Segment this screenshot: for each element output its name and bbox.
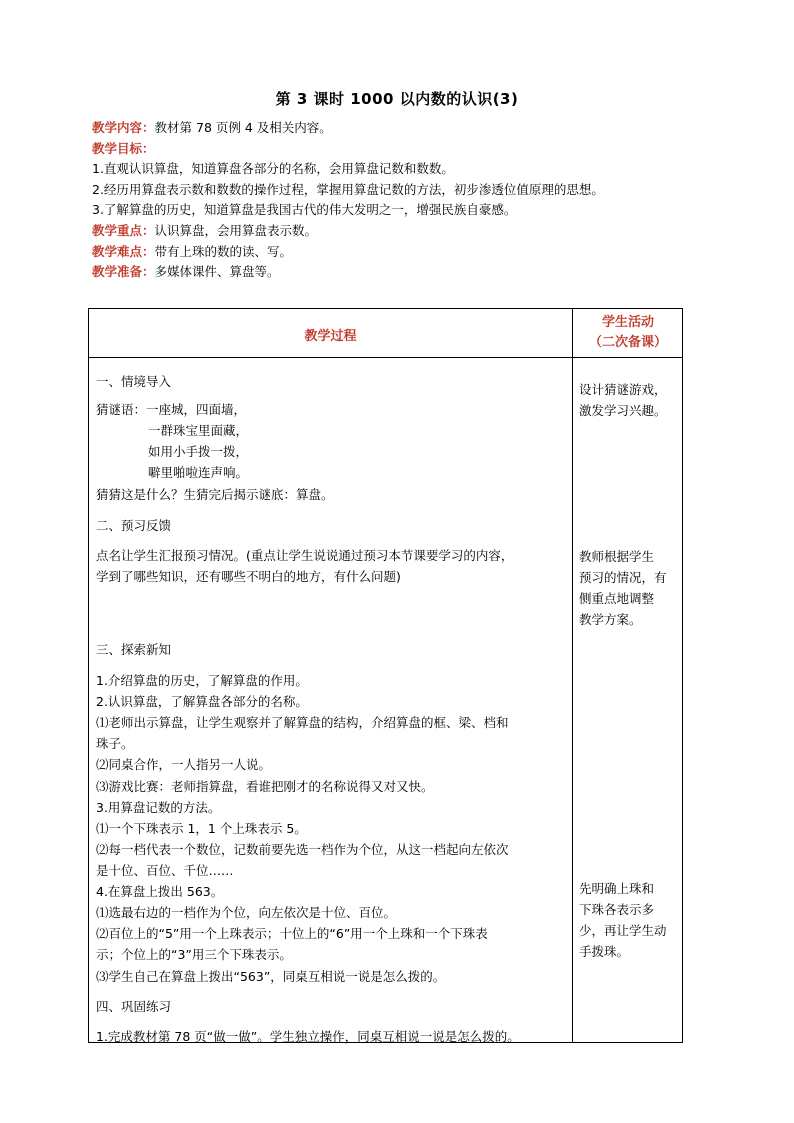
paragraph-line: 猜猜这是什么？生猜完后揭示谜底：算盘。 <box>96 487 334 502</box>
meta-prep-text: 多媒体课件、算盘等。 <box>154 264 280 280</box>
activity-line: 预习的情况，有 <box>579 570 667 585</box>
activity-line: 激发学习兴趣。 <box>579 403 667 418</box>
meta-goal-1: 1.直观认识算盘，知道算盘各部分的名称，会用算盘记数和数数。 <box>92 161 454 177</box>
paragraph-line: ⑵百位上的“5”用一个上珠表示；十位上的“6”用一个上珠和一个下珠表 <box>96 926 488 941</box>
meta-prep-label: 教学准备： <box>92 264 155 280</box>
activity-line: 教学方案。 <box>579 612 642 627</box>
meta-goal-3: 3.了解算盘的历史，知道算盘是我国古代的伟大发明之一，增强民族自豪感。 <box>92 202 517 218</box>
activity-note-1 <box>579 379 679 421</box>
meta-content-label: 教学内容： <box>92 120 155 135</box>
meta-key-text: 认识算盘，会用算盘表示数。 <box>154 222 318 238</box>
riddle-line: 噼里啪啦连声响。 <box>148 465 249 480</box>
paragraph-line: 1.完成教材第 78 页“做一做”。学生独立操作，同桌互相说一说是怎么拨的。 <box>96 1029 520 1044</box>
table-header-activity-line2: （二次备课） <box>588 335 667 350</box>
table-header-divider <box>89 357 682 358</box>
paragraph-line: 3.用算盘记数的方法。 <box>96 800 221 815</box>
paragraph-line: ⑶游戏比赛：老师指算盘，看谁把刚才的名称说得又对又快。 <box>96 779 434 794</box>
activity-note-2 <box>579 546 679 630</box>
activity-line: 侧重点地调整 <box>579 591 655 606</box>
paragraph-line: 学到了哪些知识，还有哪些不明白的地方，有什么问题) <box>96 569 401 584</box>
section-heading: 二、预习反馈 <box>96 518 172 533</box>
paragraph-line: 4.在算盘上拨出 563。 <box>96 884 224 899</box>
activity-line: 下珠各表示多 <box>579 902 655 917</box>
paragraph-line: ⑵每一档代表一个数位，记数前要先选一档作为个位，从这一档起向左依次 <box>96 842 509 857</box>
paragraph-line: ⑴老师出示算盘，让学生观察并了解算盘的结构，介绍算盘的框、梁、档和 <box>96 715 509 730</box>
activity-line: 先明确上珠和 <box>579 881 655 896</box>
paragraph-line: ⑵同桌合作，一人指另一人说。 <box>96 757 272 772</box>
meta-difficulty-label: 教学难点： <box>92 243 155 259</box>
paragraph-line: 珠子。 <box>96 736 134 751</box>
paragraph-line: 示；个位上的“3”用三个下珠表示。 <box>96 947 292 962</box>
meta-content <box>92 118 692 139</box>
activity-line: 设计猜谜游戏， <box>579 382 667 397</box>
meta-goals-label-row <box>92 139 692 160</box>
table-header-activity <box>573 313 683 353</box>
section-heading: 一、情境导入 <box>96 374 172 389</box>
lesson-meta <box>92 118 692 283</box>
meta-key-label: 教学重点： <box>92 222 155 238</box>
meta-key <box>92 221 692 242</box>
paragraph-line: 点名让学生汇报预习情况。(重点让学生说说通过预习本节课要学习的内容， <box>96 548 514 563</box>
meta-content-text: 教材第 78 页例 4 及相关内容。 <box>154 120 332 135</box>
activity-line: 教师根据学生 <box>579 549 655 564</box>
page-title: 第 3 课时 1000 以内数的认识(3) <box>275 90 519 108</box>
table-header-activity-line1: 学生活动 <box>601 315 654 330</box>
meta-difficulty <box>92 242 692 263</box>
meta-goal-2: 2.经历用算盘表示数和数数的操作过程，掌握用算盘记数的方法，初步渗透位值原理的思想。 <box>92 181 604 197</box>
paragraph-line: ⑶学生自己在算盘上拨出“563”，同桌互相说一说是怎么拨的。 <box>96 969 446 984</box>
paragraph-line: 2.认识算盘，了解算盘各部分的名称。 <box>96 694 308 709</box>
section-heading: 四、巩固练习 <box>96 999 172 1014</box>
activity-line: 少，再让学生动 <box>579 923 667 938</box>
meta-prep <box>92 262 692 283</box>
activity-line: 手拨珠。 <box>579 944 630 959</box>
riddle-line: 猜谜语：一座城，四面墙， <box>96 402 247 417</box>
lesson-table <box>88 308 683 1043</box>
activity-note-3 <box>579 878 679 962</box>
meta-goals-label: 教学目标： <box>92 140 155 156</box>
paragraph-line: 1.介绍算盘的历史，了解算盘的作用。 <box>96 673 308 688</box>
riddle-line: 一群珠宝里面藏， <box>148 423 249 438</box>
table-column-divider <box>572 309 573 1042</box>
table-header-process: 教学过程 <box>304 329 357 344</box>
section-heading: 三、探索新知 <box>96 642 172 657</box>
paragraph-line: ⑴选最右边的一档作为个位，向左依次是十位、百位。 <box>96 905 397 920</box>
riddle-line: 如用小手拨一拨， <box>148 444 249 459</box>
paragraph-line: 是十位、百位、千位…… <box>96 863 234 878</box>
paragraph-line: ⑴一个下珠表示 1，1 个上珠表示 5。 <box>96 821 307 836</box>
meta-difficulty-text: 带有上珠的数的读、写。 <box>154 243 293 259</box>
